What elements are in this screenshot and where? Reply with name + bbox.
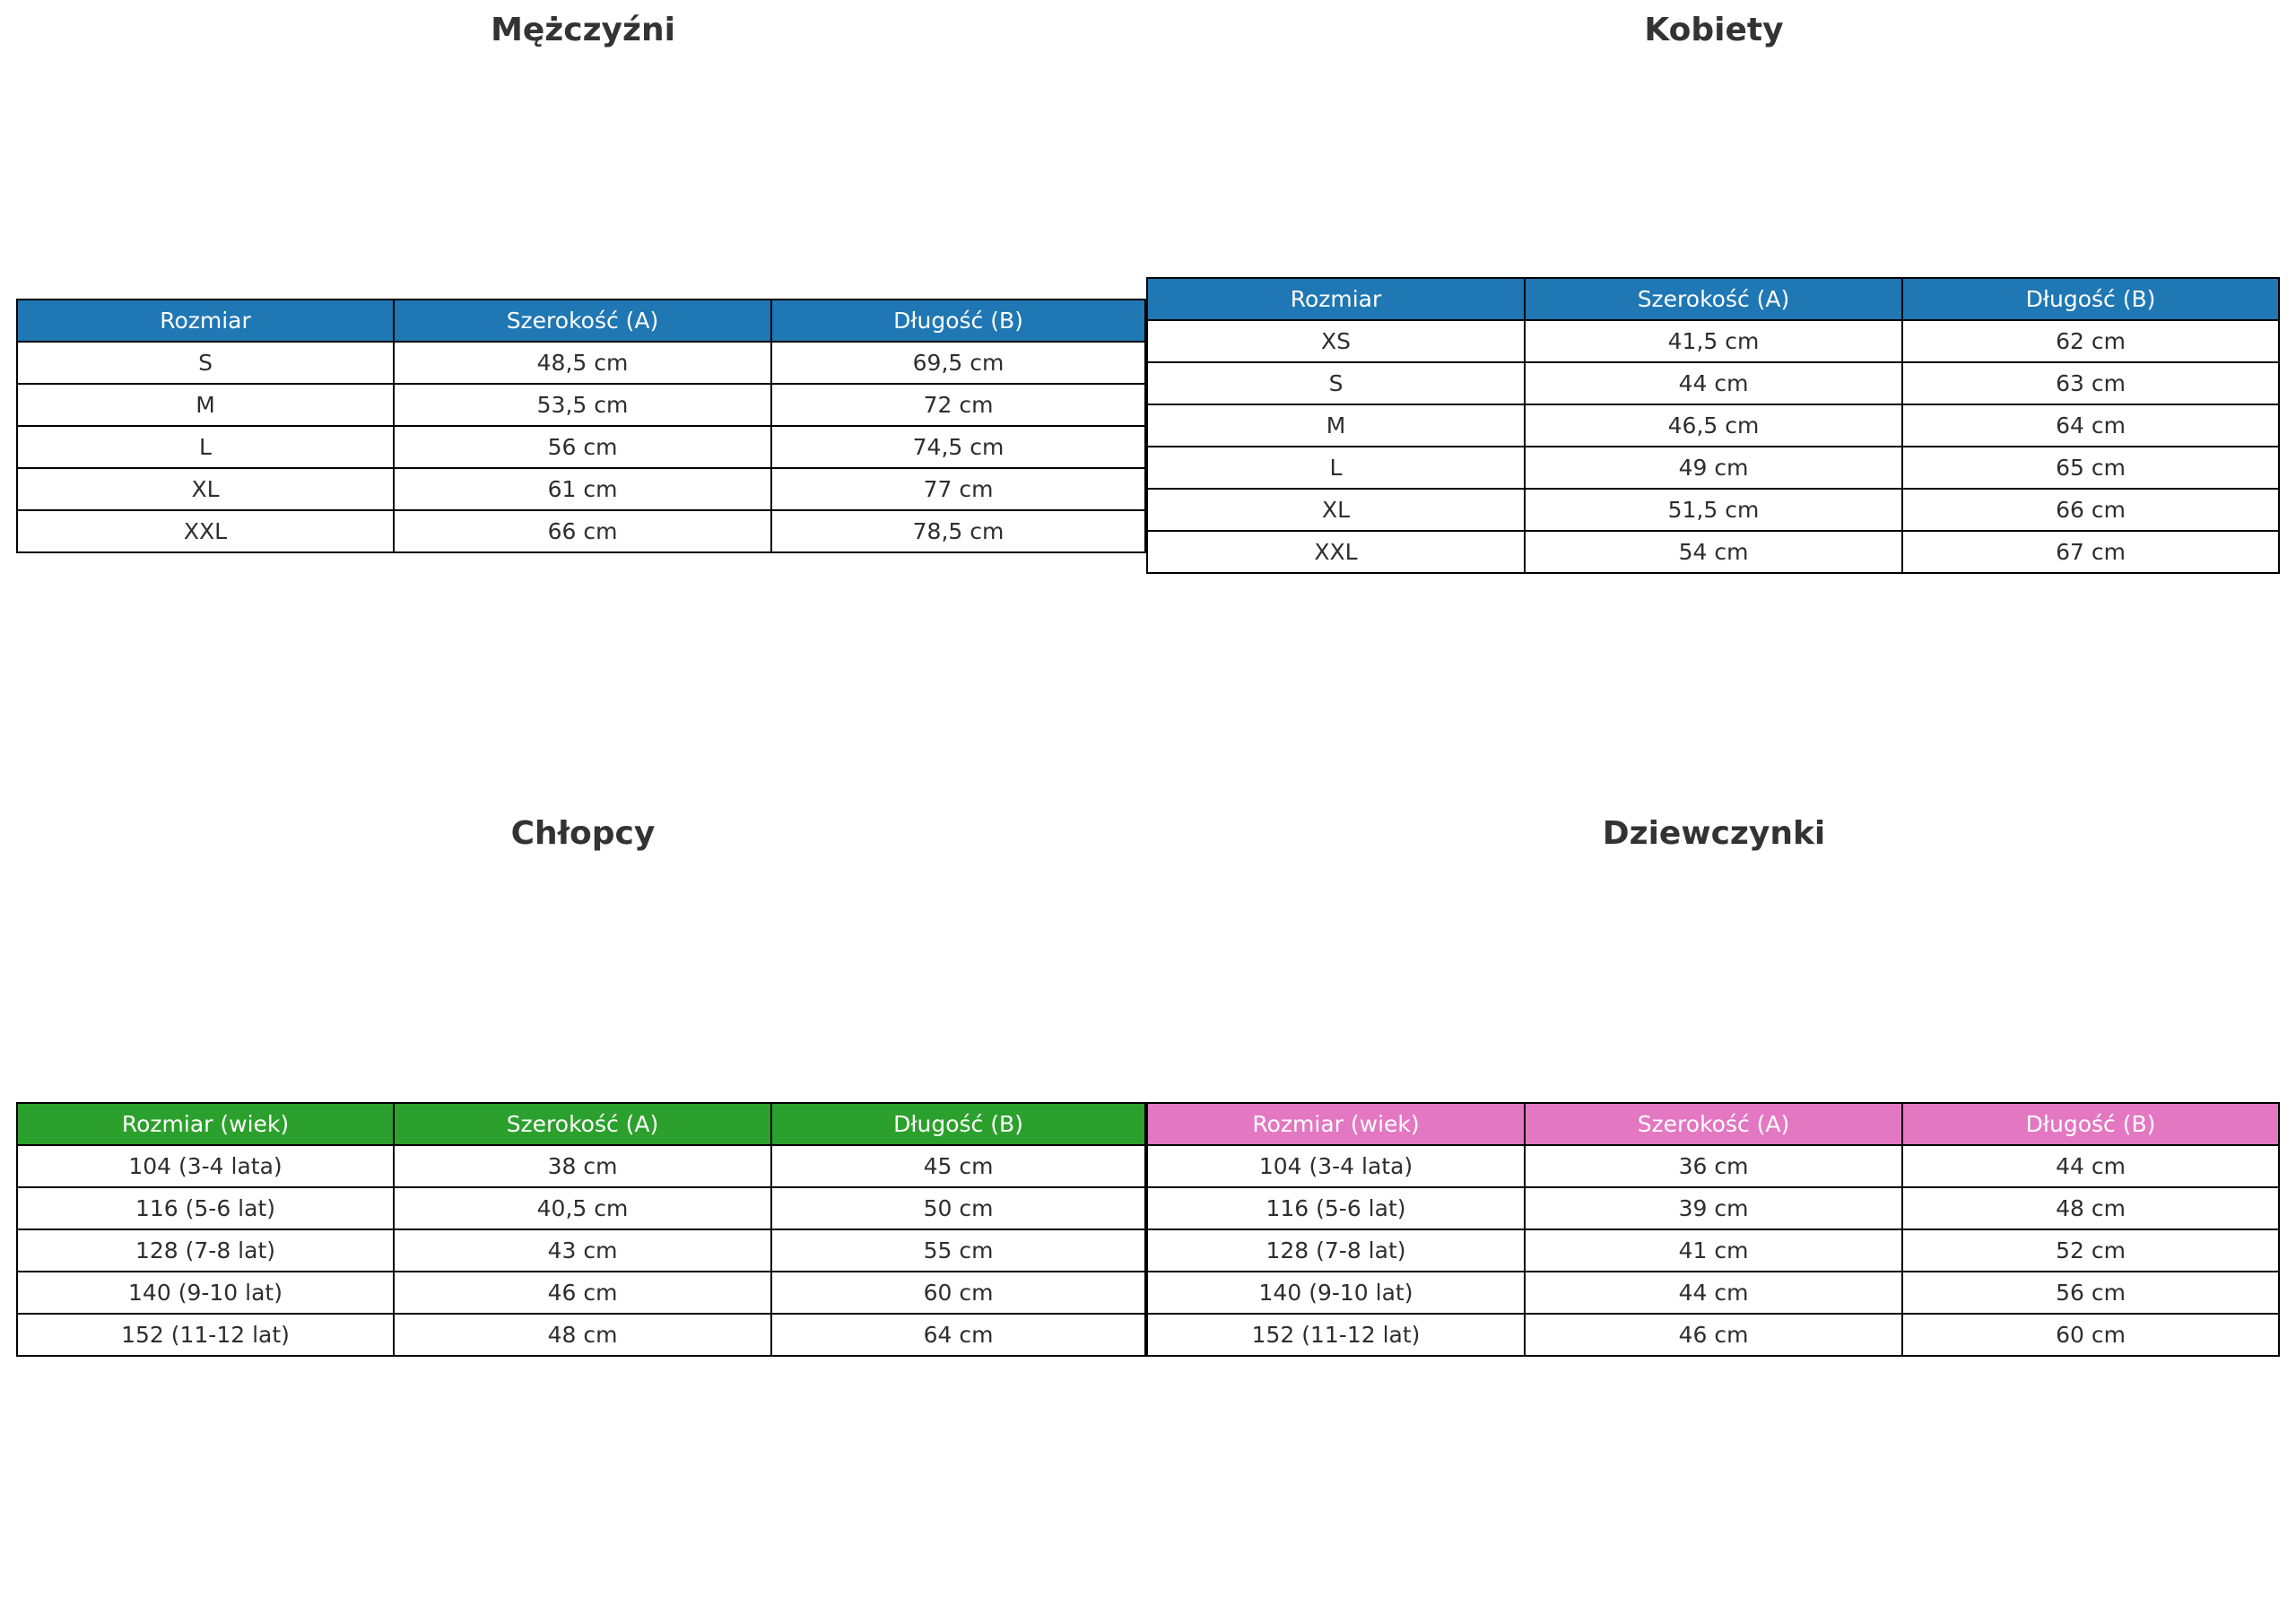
width-cell: 46 cm	[1525, 1314, 1902, 1356]
width-cell: 53,5 cm	[394, 384, 771, 426]
table-row	[17, 426, 1145, 468]
women-title: Kobiety	[1644, 12, 1784, 48]
table-row	[17, 468, 1145, 510]
width-cell: 41,5 cm	[1525, 320, 1902, 362]
boys-size-table	[16, 1102, 1146, 1357]
length-cell: 44 cm	[1902, 1145, 2279, 1187]
width-cell: 49 cm	[1525, 447, 1902, 489]
length-cell: 65 cm	[1902, 447, 2279, 489]
size-cell: L	[1147, 447, 1525, 489]
boys-header-width: Szerokość (A)	[394, 1103, 771, 1145]
size-cell: 140 (9-10 lat)	[1147, 1272, 1525, 1314]
length-cell: 48 cm	[1902, 1187, 2279, 1229]
size-cell: 104 (3-4 lata)	[17, 1145, 394, 1187]
men-header-length: Długość (B)	[771, 300, 1145, 342]
men-header-size: Rozmiar	[17, 300, 394, 342]
length-cell: 63 cm	[1902, 362, 2279, 404]
width-cell: 43 cm	[394, 1229, 771, 1272]
size-cell: S	[17, 342, 394, 384]
length-cell: 52 cm	[1902, 1229, 2279, 1272]
length-cell: 72 cm	[771, 384, 1145, 426]
boys-header-size: Rozmiar (wiek)	[17, 1103, 394, 1145]
size-cell: 128 (7-8 lat)	[17, 1229, 394, 1272]
length-cell: 78,5 cm	[771, 510, 1145, 552]
men-header-row	[17, 300, 1145, 342]
women-header-width: Szerokość (A)	[1525, 278, 1902, 320]
table-row	[1147, 1187, 2279, 1229]
length-cell: 67 cm	[1902, 531, 2279, 573]
size-cell: XL	[17, 468, 394, 510]
girls-header-row	[1147, 1103, 2279, 1145]
size-cell: XL	[1147, 489, 1525, 531]
width-cell: 44 cm	[1525, 1272, 1902, 1314]
table-row	[17, 1272, 1145, 1314]
table-row	[17, 1229, 1145, 1272]
width-cell: 48 cm	[394, 1314, 771, 1356]
girls-header-width: Szerokość (A)	[1525, 1103, 1902, 1145]
size-cell: 152 (11-12 lat)	[17, 1314, 394, 1356]
table-row	[17, 1314, 1145, 1356]
size-cell: XXL	[17, 510, 394, 552]
girls-size-table	[1146, 1102, 2280, 1357]
table-row	[1147, 489, 2279, 531]
length-cell: 64 cm	[1902, 404, 2279, 447]
width-cell: 39 cm	[1525, 1187, 1902, 1229]
girls-title: Dziewczynki	[1602, 815, 1826, 852]
length-cell: 77 cm	[771, 468, 1145, 510]
table-row	[1147, 1314, 2279, 1356]
length-cell: 55 cm	[771, 1229, 1145, 1272]
women-header-row	[1147, 278, 2279, 320]
table-row	[1147, 531, 2279, 573]
width-cell: 51,5 cm	[1525, 489, 1902, 531]
women-size-table	[1146, 277, 2280, 574]
width-cell: 61 cm	[394, 468, 771, 510]
boys-header-length: Długość (B)	[771, 1103, 1145, 1145]
size-cell: XS	[1147, 320, 1525, 362]
size-cell: 128 (7-8 lat)	[1147, 1229, 1525, 1272]
table-row	[1147, 362, 2279, 404]
length-cell: 69,5 cm	[771, 342, 1145, 384]
length-cell: 62 cm	[1902, 320, 2279, 362]
women-header-length: Długość (B)	[1902, 278, 2279, 320]
width-cell: 46 cm	[394, 1272, 771, 1314]
width-cell: 38 cm	[394, 1145, 771, 1187]
table-row	[1147, 447, 2279, 489]
boys-title: Chłopcy	[510, 815, 656, 852]
size-cell: M	[1147, 404, 1525, 447]
width-cell: 54 cm	[1525, 531, 1902, 573]
length-cell: 45 cm	[771, 1145, 1145, 1187]
width-cell: 40,5 cm	[394, 1187, 771, 1229]
length-cell: 66 cm	[1902, 489, 2279, 531]
size-cell: M	[17, 384, 394, 426]
length-cell: 64 cm	[771, 1314, 1145, 1356]
men-header-width: Szerokość (A)	[394, 300, 771, 342]
men-size-table	[16, 299, 1146, 553]
width-cell: 36 cm	[1525, 1145, 1902, 1187]
table-row	[17, 384, 1145, 426]
table-row	[17, 1145, 1145, 1187]
size-cell: 104 (3-4 lata)	[1147, 1145, 1525, 1187]
length-cell: 56 cm	[1902, 1272, 2279, 1314]
size-cell: 116 (5-6 lat)	[17, 1187, 394, 1229]
width-cell: 46,5 cm	[1525, 404, 1902, 447]
size-cell: 116 (5-6 lat)	[1147, 1187, 1525, 1229]
width-cell: 48,5 cm	[394, 342, 771, 384]
width-cell: 44 cm	[1525, 362, 1902, 404]
length-cell: 60 cm	[1902, 1314, 2279, 1356]
width-cell: 66 cm	[394, 510, 771, 552]
table-row	[1147, 404, 2279, 447]
size-cell: XXL	[1147, 531, 1525, 573]
size-cell: 152 (11-12 lat)	[1147, 1314, 1525, 1356]
table-row	[1147, 1229, 2279, 1272]
size-cell: S	[1147, 362, 1525, 404]
table-row	[17, 342, 1145, 384]
length-cell: 50 cm	[771, 1187, 1145, 1229]
table-row	[17, 510, 1145, 552]
women-header-size: Rozmiar	[1147, 278, 1525, 320]
table-row	[1147, 1272, 2279, 1314]
width-cell: 41 cm	[1525, 1229, 1902, 1272]
size-cell: 140 (9-10 lat)	[17, 1272, 394, 1314]
size-cell: L	[17, 426, 394, 468]
girls-header-size: Rozmiar (wiek)	[1147, 1103, 1525, 1145]
table-row	[1147, 1145, 2279, 1187]
length-cell: 74,5 cm	[771, 426, 1145, 468]
length-cell: 60 cm	[771, 1272, 1145, 1314]
boys-header-row	[17, 1103, 1145, 1145]
table-row	[17, 1187, 1145, 1229]
width-cell: 56 cm	[394, 426, 771, 468]
men-title: Mężczyźni	[491, 12, 675, 48]
table-row	[1147, 320, 2279, 362]
girls-header-length: Długość (B)	[1902, 1103, 2279, 1145]
